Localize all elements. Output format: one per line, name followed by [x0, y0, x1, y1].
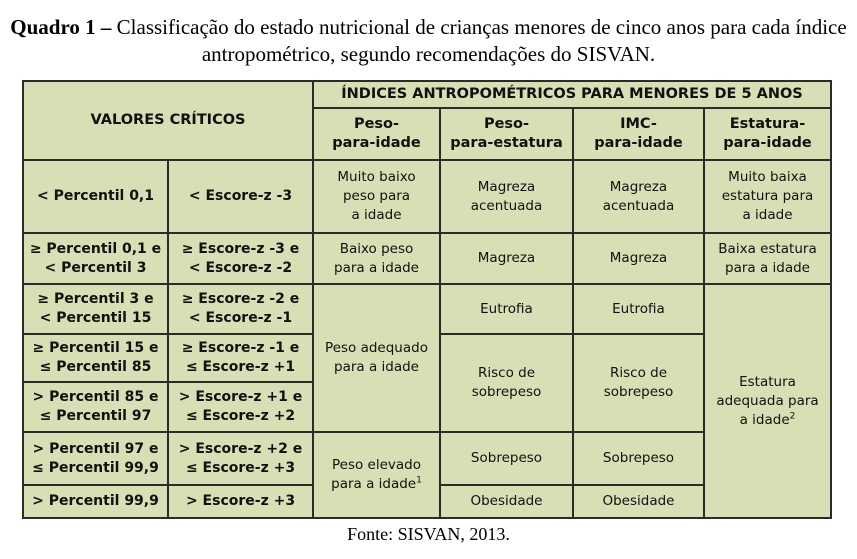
col-header-peso-idade: Peso- para-idade — [313, 108, 440, 160]
peso-estatura-obesidade: Obesidade — [440, 485, 573, 518]
col-header-estatura-idade: Estatura- para-idade — [704, 108, 831, 160]
percentil-cell: > Percentil 99,9 — [23, 485, 168, 518]
escore-cell: ≥ Escore-z -3 e < Escore-z -2 — [168, 233, 313, 284]
peso-estatura-sobrepeso: Sobrepeso — [440, 432, 573, 485]
peso-idade-adequado: Peso adequado para a idade — [313, 284, 440, 432]
escore-cell: > Escore-z +3 — [168, 485, 313, 518]
peso-estatura-eutrofia: Eutrofia — [440, 284, 573, 334]
escore-cell: > Escore-z +2 e ≤ Escore-z +3 — [168, 432, 313, 485]
peso-estatura-magreza: Magreza — [440, 233, 573, 284]
peso-estatura-magreza-acentuada: Magreza acentuada — [440, 160, 573, 233]
percentil-cell: > Percentil 97 e ≤ Percentil 99,9 — [23, 432, 168, 485]
imc-idade-sobrepeso: Sobrepeso — [573, 432, 704, 485]
peso-elevado-label: Peso elevado para a idade — [331, 457, 421, 492]
footnote-1: 1 — [416, 475, 422, 486]
imc-idade-eutrofia: Eutrofia — [573, 284, 704, 334]
col-header-imc-idade: IMC- para-idade — [573, 108, 704, 160]
estatura-idade-muito-baixa: Muito baixa estatura para a idade — [704, 160, 831, 233]
peso-estatura-risco: Risco de sobrepeso — [440, 334, 573, 432]
table-caption — [8, 14, 849, 68]
peso-idade-muito-baixo: Muito baixo peso para a idade — [313, 160, 440, 233]
imc-idade-magreza: Magreza — [573, 233, 704, 284]
escore-cell: > Escore-z +1 e ≤ Escore-z +2 — [168, 382, 313, 432]
caption-text: Classificação do estado nutricional de crianças menores de cinco anos para cada índice antropométrico, segundo recomendações do SISVAN. — [116, 15, 847, 66]
escore-cell: < Escore-z -3 — [168, 160, 313, 233]
caption-label: Quadro 1 – — [10, 15, 112, 39]
imc-idade-risco: Risco de sobrepeso — [573, 334, 704, 432]
nutritional-classification-table — [22, 80, 832, 519]
percentil-cell: ≥ Percentil 0,1 e < Percentil 3 — [23, 233, 168, 284]
imc-idade-magreza-acentuada: Magreza acentuada — [573, 160, 704, 233]
peso-idade-baixo: Baixo peso para a idade — [313, 233, 440, 284]
indices-header: ÍNDICES ANTROPOMÉTRICOS PARA MENORES DE 5 ANOS — [313, 81, 831, 108]
percentil-cell: > Percentil 85 e ≤ Percentil 97 — [23, 382, 168, 432]
percentil-cell: ≥ Percentil 3 e < Percentil 15 — [23, 284, 168, 334]
estatura-idade-baixa: Baixa estatura para a idade — [704, 233, 831, 284]
imc-idade-obesidade: Obesidade — [573, 485, 704, 518]
source-note: Fonte: SISVAN, 2013. — [347, 524, 510, 544]
estatura-adequada-label: Estatura adequada para a idade — [716, 373, 819, 428]
percentil-cell: < Percentil 0,1 — [23, 160, 168, 233]
col-header-peso-estatura: Peso- para-estatura — [440, 108, 573, 160]
estatura-idade-adequada — [704, 284, 831, 518]
valores-criticos-header: VALORES CRÍTICOS — [23, 81, 313, 160]
percentil-cell: ≥ Percentil 15 e ≤ Percentil 85 — [23, 334, 168, 382]
footnote-2: 2 — [789, 411, 796, 421]
escore-cell: ≥ Escore-z -2 e < Escore-z -1 — [168, 284, 313, 334]
peso-idade-elevado — [313, 432, 440, 518]
escore-cell: ≥ Escore-z -1 e ≤ Escore-z +1 — [168, 334, 313, 382]
